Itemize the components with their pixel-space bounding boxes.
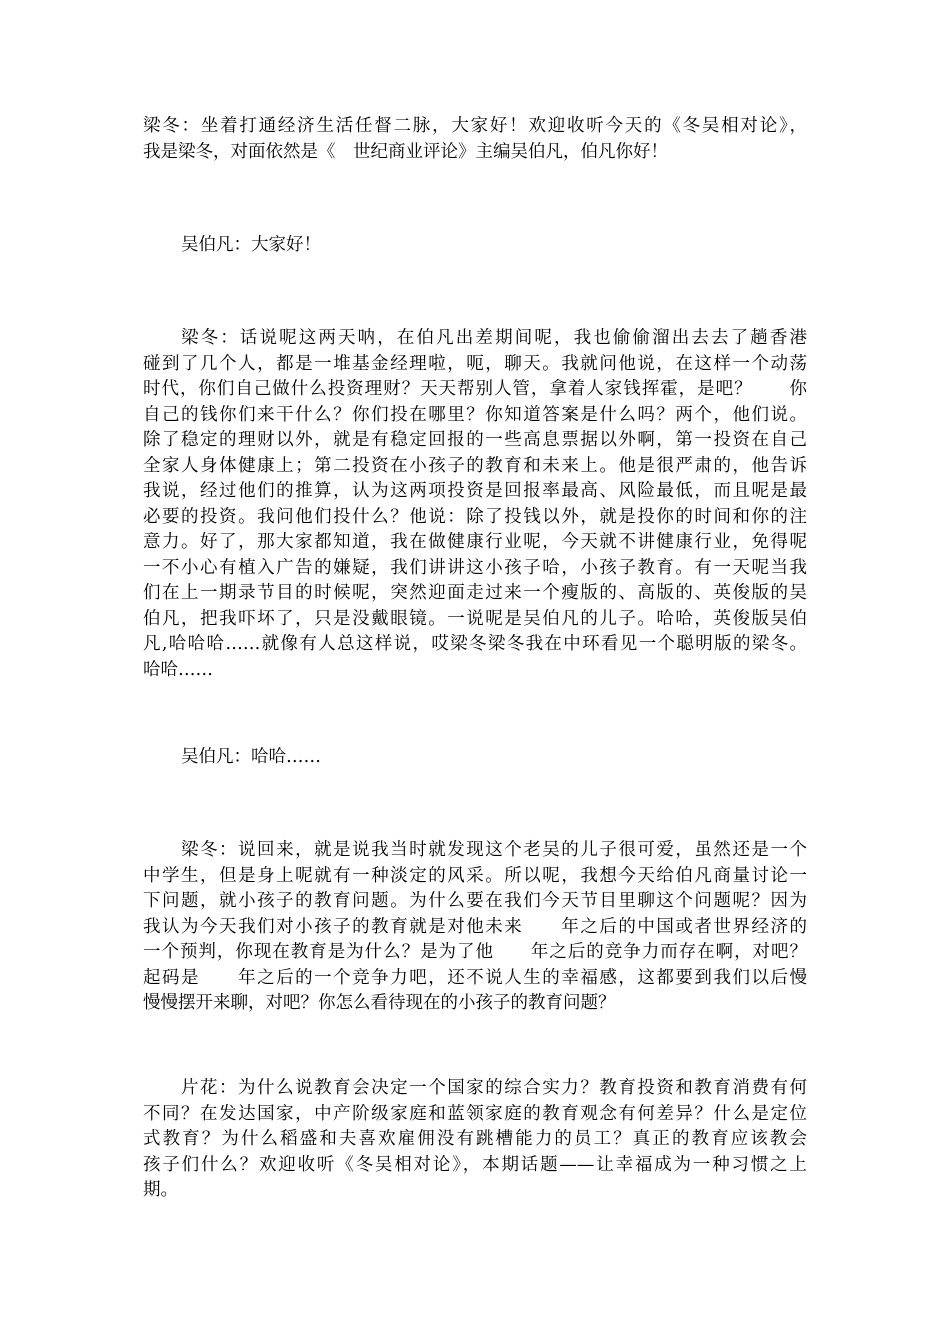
paragraph-intro-liangdong <box>143 114 807 165</box>
paragraph-trailer <box>143 1076 807 1204</box>
text-line: 吴伯凡：大家好！ <box>181 235 321 255</box>
text-line: 全家人身体健康上；第二投资在小孩子的教育和未来上。他是很严肃的，他告诉 <box>143 455 807 476</box>
text-line: 吴伯凡：哈哈…… <box>181 747 321 767</box>
text-line: 我说，经过他们的推算，认为这两项投资是回报率最高、风险最低，而且呢是最 <box>143 481 807 501</box>
paragraph-laugh-wubofan <box>143 745 845 771</box>
text-line: 自己的钱你们来干什么？你们投在哪里？你知道答案是什么吗？两个，他们说。 <box>143 404 807 425</box>
text-line: 起码是 年之后的一个竞争力吧，还不说人生的幸福感，这都要到我们以后慢 <box>143 967 807 988</box>
paragraph-liangdong-education <box>143 838 807 1017</box>
paragraph-liangdong-investment <box>143 326 807 683</box>
text-line: 除了稳定的理财以外，就是有稳定回报的一些高息票据以外啊，第一投资在自己 <box>143 430 807 450</box>
text-line: 梁冬：话说呢这两天呐，在伯凡出差期间呢，我也偷偷溜出去去了趟香港 <box>181 328 807 348</box>
text-line: 凡,哈哈哈……就像有人总这样说，哎梁冬梁冬我在中环看见一个聪明版的梁冬。 <box>143 634 807 654</box>
text-line: 梁冬：说回来，就是说我当时就发现这个老吴的儿子很可爱，虽然还是一个 <box>181 840 807 860</box>
text-line: 伯凡，把我吓坏了，只是没戴眼镜。一说呢是吴伯凡的儿子。哈哈，英俊版吴伯 <box>143 608 807 629</box>
text-line: 时代，你们自己做什么投资理财？天天帮别人管，拿着人家钱挥霍，是吧？ 你 <box>143 379 807 399</box>
text-line: 我认为今天我们对小孩子的教育就是对他未来 年之后的中国或者世界经济的 <box>143 916 807 937</box>
text-line: 慢慢摆开来聊，对吧？你怎么看待现在的小孩子的教育问题？ <box>143 993 616 1013</box>
text-line: 梁冬：坐着打通经济生活任督二脉，大家好！欢迎收听今天的《冬吴相对论》， <box>143 116 807 136</box>
text-line: 孩子们什么？欢迎收听《冬吴相对论》，本期话题——让幸福成为一种习惯之上 <box>143 1154 807 1175</box>
text-line: 式教育？为什么稻盛和夫喜欢雇佣没有跳槽能力的员工？真正的教育应该教会 <box>143 1129 807 1149</box>
paragraph-reply-wubofan <box>143 233 845 259</box>
text-line: 哈哈…… <box>143 659 213 680</box>
text-line: 期。 <box>143 1180 178 1200</box>
text-line: 下问题，就小孩子的教育问题。为什么要在我们今天节目里聊这个问题呢？因为 <box>143 891 807 911</box>
text-line: 一个预判，你现在教育是为什么？是为了他 年之后的竞争力而存在啊，对吧？ <box>143 942 807 962</box>
text-line: 们在上一期录节目的时候呢，突然迎面走过来一个瘦版的、高版的、英俊版的吴 <box>143 583 807 603</box>
text-line: 一不小心有植入广告的嫌疑，我们讲讲这小孩子哈，小孩子教育。有一天呢当我 <box>143 557 807 578</box>
text-line: 片花：为什么说教育会决定一个国家的综合实力？教育投资和教育消费有何 <box>181 1078 807 1098</box>
text-line: 必要的投资。我问他们投什么？他说：除了投钱以外，就是投你的时间和你的注 <box>143 506 807 527</box>
text-line: 碰到了几个人，都是一堆基金经理啦，呃，聊天。我就问他说，在这样一个动荡 <box>143 353 807 374</box>
text-line: 意力。好了，那大家都知道，我在做健康行业呢，今天就不讲健康行业，免得呢 <box>143 532 807 552</box>
text-line: 不同？在发达国家，中产阶级家庭和蓝领家庭的教育观念有何差异？什么是定位 <box>143 1103 807 1124</box>
text-line: 中学生，但是身上呢就有一种淡定的风采。所以呢，我想今天给伯凡商量讨论一 <box>143 865 807 886</box>
text-line: 我是梁冬，对面依然是《 世纪商业评论》主编吴伯凡，伯凡你好！ <box>143 141 668 162</box>
